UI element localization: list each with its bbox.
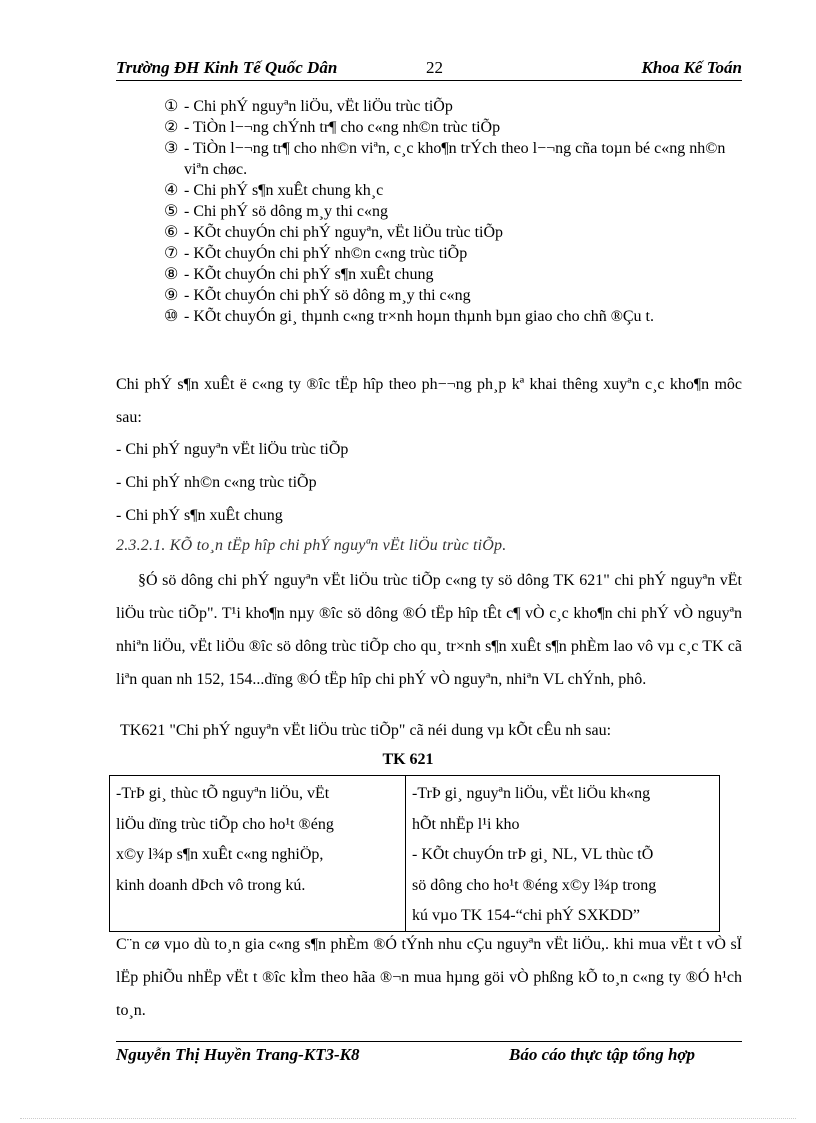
step-number: ⑩ <box>164 308 179 325</box>
header-faculty: Khoa Kế Toán <box>641 58 742 77</box>
step-number: ② <box>164 119 179 136</box>
list-item <box>164 96 744 117</box>
cost-item: - Chi phÝ nguyªn vËt liÖu trùc tiÕp <box>116 441 349 458</box>
list-item <box>164 138 744 180</box>
step-text: - Chi phÝ sö dông m¸y thi c«ng <box>184 203 388 220</box>
intro-paragraph: Chi phÝ s¶n xuÊt ë c«ng ty ®îc tËp hîp theo ph−¬ng ph¸p kª khai thêng xuyªn c¸c kho¶n môc sau: <box>116 376 742 426</box>
step-text: - TiÒn l−¬ng chÝnh tr¶ cho c«ng nh©n trùc tiÕp <box>184 119 501 136</box>
step-number: ③ <box>164 140 179 157</box>
step-number: ⑤ <box>164 203 179 220</box>
step-text: - KÕt chuyÓn chi phÝ nguyªn, vËt liÖu trùc tiÕp <box>184 224 504 241</box>
t-account-table <box>109 775 720 932</box>
table-line: -TrÞ gi¸ thùc tÕ nguyªn liÖu, vËt <box>116 785 330 802</box>
step-text: - Chi phÝ nguyªn liÖu, vËt liÖu trùc tiÕp <box>184 98 453 115</box>
list-item <box>164 306 744 327</box>
table-line: -TrÞ gi¸ nguyªn liÖu, vËt liÖu kh«ng <box>412 785 651 802</box>
list-item <box>164 201 744 222</box>
step-number: ① <box>164 98 179 115</box>
footer-author: Nguyễn Thị Huyền Trang-KT3-K8 <box>116 1045 360 1064</box>
credit-column <box>406 776 719 931</box>
table-line: kinh doanh dÞch vô trong kú. <box>116 876 306 894</box>
table-line: kú vµo TK 154-“chi phÝ SXKDD” <box>412 907 641 924</box>
list-item <box>164 285 744 306</box>
step-text: - KÕt chuyÓn gi¸ thµnh c«ng tr×nh hoµn thµnh bµn giao cho chñ ®Çu t. <box>184 308 654 325</box>
cost-item: - Chi phÝ nh©n c«ng trùc tiÕp <box>116 474 317 491</box>
closing-paragraph: C¨n cø vµo dù to¸n gia c«ng s¶n phÈm ®Ó tÝnh nhu cÇu nguyªn vËt liÖu,. khi mua vËt t vÒ sÏ lËp phiÕu nhËp vËt t ®îc kÌm theo hãa ®¬n mua hµng göi vÒ phßng kÕ to¸n c«ng ty ®Ó h¹ch to¸n. <box>116 936 742 1019</box>
step-text: - KÕt chuyÓn chi phÝ nh©n c«ng trùc tiÕp <box>184 245 468 262</box>
step-number: ⑥ <box>164 224 179 241</box>
section-subheading: 2.3.2.1. KÕ to¸n tËp hîp chi phÝ nguyªn vËt liÖu trùc tiÕp. <box>116 537 507 554</box>
list-item <box>164 222 744 243</box>
step-text: - TiÒn l−¬ng tr¶ cho nh©n viªn, c¸c kho¶n trÝch theo l−¬ng cña toµn bé c«ng nh©n viªn chøc. <box>184 140 726 178</box>
step-text: - KÕt chuyÓn chi phÝ sö dông m¸y thi c«ng <box>184 287 471 304</box>
table-line: hÕt nhËp l¹i kho <box>412 815 520 833</box>
footer-rule <box>116 1041 742 1042</box>
step-text: - Chi phÝ s¶n xuÊt chung kh¸c <box>184 182 384 199</box>
page-footer <box>116 1045 742 1069</box>
table-line: - KÕt chuyÓn trÞ gi¸ NL, VL thùc tÕ <box>412 846 654 863</box>
header-page-number: 22 <box>426 58 443 77</box>
step-number: ⑧ <box>164 266 179 283</box>
step-number: ④ <box>164 182 179 199</box>
debit-column <box>110 776 406 931</box>
tk-intro: TK621 "Chi phÝ nguyªn vËt liÖu trùc tiÕp" cã néi dung vµ kÕt cÊu nh sau: <box>120 722 612 739</box>
page-bottom-divider <box>20 1118 796 1119</box>
list-item <box>164 117 744 138</box>
list-item <box>164 180 744 201</box>
list-item <box>164 243 744 264</box>
header-school: Trường ĐH Kinh Tế Quốc Dân <box>116 58 338 77</box>
step-text: - KÕt chuyÓn chi phÝ s¶n xuÊt chung <box>184 266 434 283</box>
page-header <box>116 58 742 82</box>
list-item <box>164 264 744 285</box>
table-line: liÖu dïng trùc tiÕp cho ho¹t ®éng <box>116 815 334 833</box>
step-number: ⑨ <box>164 287 179 304</box>
step-number: ⑦ <box>164 245 179 262</box>
table-line: sö dông cho ho¹t ®éng x©y l¾p trong <box>412 876 657 894</box>
tk-title: TK 621 <box>382 751 434 768</box>
steps-list <box>164 96 744 327</box>
footer-report-title: Báo cáo thực tập tổng hợp <box>509 1045 696 1064</box>
body-paragraph: §Ó sö dông chi phÝ nguyªn vËt liÖu trùc tiÕp c«ng ty sö dông TK 621" chi phÝ nguyªn vËt liÖu trùc tiÕp". T¹i kho¶n nµy ®îc sö dông ®Ó tËp hîp tÊt c¶ vÒ c¸c kho¶n chi phÝ vÒ nguyªn nhiªn liÖu, vËt liÖu ®îc sö dông trùc tiÕp cho qu¸ tr×nh s¶n xuÊt s¶n phÈm lao vô vµ c¸c TK cã liªn quan nh 152, 154...dïng ®Ó tËp hîp chi phÝ vÒ nguyªn, nhiªn VL chÝnh, phô. <box>116 572 742 688</box>
header-rule <box>116 80 742 81</box>
cost-item: - Chi phÝ s¶n xuÊt chung <box>116 507 283 524</box>
table-line: x©y l¾p s¶n xuÊt c«ng nghiÖp, <box>116 846 324 863</box>
